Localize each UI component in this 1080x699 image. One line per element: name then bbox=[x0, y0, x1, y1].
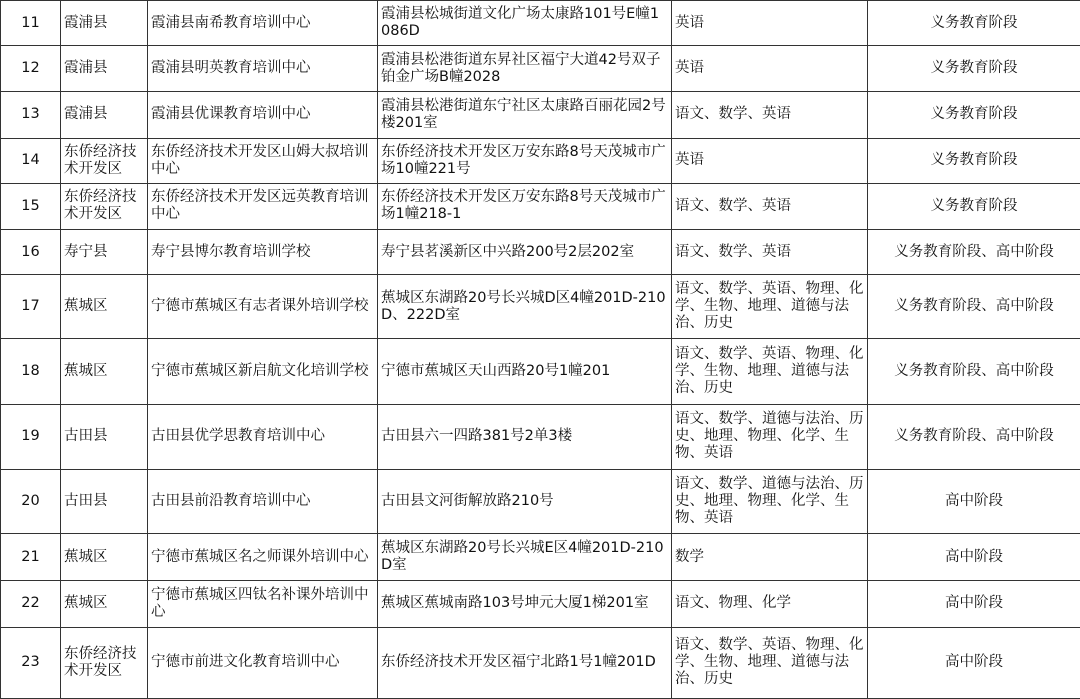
stage-cell: 高中阶段 bbox=[868, 534, 1080, 581]
row-number: 21 bbox=[1, 534, 61, 581]
row-number: 20 bbox=[1, 469, 61, 533]
row-number: 11 bbox=[1, 1, 61, 46]
county-cell: 古田县 bbox=[61, 404, 148, 469]
stage-cell: 义务教育阶段 bbox=[868, 138, 1080, 183]
table-row bbox=[1, 404, 1080, 469]
stage-cell: 义务教育阶段、高中阶段 bbox=[868, 275, 1080, 339]
institution-name-cell: 东侨经济技术开发区远英教育培训中心 bbox=[148, 183, 378, 229]
row-number: 15 bbox=[1, 183, 61, 229]
stage-cell: 义务教育阶段、高中阶段 bbox=[868, 404, 1080, 469]
county-cell: 蕉城区 bbox=[61, 339, 148, 404]
address-cell: 蕉城区东湖路20号长兴城D区4幢201D-210D、222D室 bbox=[378, 275, 672, 339]
row-number: 19 bbox=[1, 404, 61, 469]
subjects-cell: 语文、数学、道德与法治、历史、地理、物理、化学、生物、英语 bbox=[672, 404, 868, 469]
institution-name-cell: 宁德市蕉城区四钛名补课外培训中心 bbox=[148, 581, 378, 627]
institution-name-cell: 宁德市蕉城区名之师课外培训中心 bbox=[148, 534, 378, 581]
county-cell: 东侨经济技术开发区 bbox=[61, 183, 148, 229]
table-row bbox=[1, 229, 1080, 274]
institution-name-cell: 霞浦县明英教育培训中心 bbox=[148, 46, 378, 92]
stage-cell: 高中阶段 bbox=[868, 469, 1080, 533]
county-cell: 东侨经济技术开发区 bbox=[61, 138, 148, 183]
institution-name-cell: 宁德市前进文化教育培训中心 bbox=[148, 627, 378, 698]
row-number: 22 bbox=[1, 581, 61, 627]
stage-cell: 高中阶段 bbox=[868, 627, 1080, 698]
table-row bbox=[1, 92, 1080, 138]
address-cell: 霞浦县松城街道文化广场太康路101号E幢1086D bbox=[378, 1, 672, 46]
stage-cell: 义务教育阶段 bbox=[868, 183, 1080, 229]
subjects-cell: 英语 bbox=[672, 46, 868, 92]
table-row bbox=[1, 627, 1080, 698]
address-cell: 东侨经济技术开发区福宁北路1号1幢201D bbox=[378, 627, 672, 698]
stage-cell: 义务教育阶段 bbox=[868, 1, 1080, 46]
subjects-cell: 语文、数学、道德与法治、历史、地理、物理、化学、生物、英语 bbox=[672, 469, 868, 533]
county-cell: 蕉城区 bbox=[61, 581, 148, 627]
table-row bbox=[1, 46, 1080, 92]
institution-name-cell: 寿宁县博尔教育培训学校 bbox=[148, 229, 378, 274]
subjects-cell: 数学 bbox=[672, 534, 868, 581]
subjects-cell: 语文、数学、英语 bbox=[672, 229, 868, 274]
row-number: 23 bbox=[1, 627, 61, 698]
subjects-cell: 语文、物理、化学 bbox=[672, 581, 868, 627]
county-cell: 寿宁县 bbox=[61, 229, 148, 274]
county-cell: 古田县 bbox=[61, 469, 148, 533]
table-row bbox=[1, 183, 1080, 229]
table-row bbox=[1, 1, 1080, 46]
stage-cell: 义务教育阶段、高中阶段 bbox=[868, 339, 1080, 404]
table-row bbox=[1, 469, 1080, 533]
subjects-cell: 语文、数学、英语 bbox=[672, 183, 868, 229]
institution-name-cell: 霞浦县优课教育培训中心 bbox=[148, 92, 378, 138]
subjects-cell: 语文、数学、英语 bbox=[672, 92, 868, 138]
stage-cell: 义务教育阶段 bbox=[868, 46, 1080, 92]
row-number: 13 bbox=[1, 92, 61, 138]
subjects-cell: 语文、数学、英语、物理、化学、生物、地理、道德与法治、历史 bbox=[672, 627, 868, 698]
subjects-cell: 语文、数学、英语、物理、化学、生物、地理、道德与法治、历史 bbox=[672, 275, 868, 339]
subjects-cell: 英语 bbox=[672, 138, 868, 183]
institution-name-cell: 古田县前沿教育培训中心 bbox=[148, 469, 378, 533]
table-row bbox=[1, 581, 1080, 627]
address-cell: 古田县六一四路381号2单3楼 bbox=[378, 404, 672, 469]
address-cell: 东侨经济技术开发区万安东路8号天茂城市广场1幢218-1 bbox=[378, 183, 672, 229]
address-cell: 霞浦县松港街道东昇社区福宁大道42号双子铂金广场B幢2028 bbox=[378, 46, 672, 92]
county-cell: 霞浦县 bbox=[61, 1, 148, 46]
subjects-cell: 英语 bbox=[672, 1, 868, 46]
stage-cell: 高中阶段 bbox=[868, 581, 1080, 627]
table-row bbox=[1, 339, 1080, 404]
row-number: 18 bbox=[1, 339, 61, 404]
address-cell: 宁德市蕉城区天山西路20号1幢201 bbox=[378, 339, 672, 404]
table-row bbox=[1, 138, 1080, 183]
address-cell: 霞浦县松港街道东宁社区太康路百丽花园2号楼201室 bbox=[378, 92, 672, 138]
table-row bbox=[1, 275, 1080, 339]
county-cell: 蕉城区 bbox=[61, 275, 148, 339]
row-number: 12 bbox=[1, 46, 61, 92]
subjects-cell: 语文、数学、英语、物理、化学、生物、地理、道德与法治、历史 bbox=[672, 339, 868, 404]
stage-cell: 义务教育阶段、高中阶段 bbox=[868, 229, 1080, 274]
address-cell: 蕉城区蕉城南路103号坤元大厦1梯201室 bbox=[378, 581, 672, 627]
row-number: 14 bbox=[1, 138, 61, 183]
institution-name-cell: 宁德市蕉城区有志者课外培训学校 bbox=[148, 275, 378, 339]
row-number: 17 bbox=[1, 275, 61, 339]
county-cell: 东侨经济技术开发区 bbox=[61, 627, 148, 698]
county-cell: 蕉城区 bbox=[61, 534, 148, 581]
institution-name-cell: 霞浦县南希教育培训中心 bbox=[148, 1, 378, 46]
address-cell: 寿宁县茗溪新区中兴路200号2层202室 bbox=[378, 229, 672, 274]
table-body bbox=[1, 1, 1080, 699]
table-row bbox=[1, 534, 1080, 581]
institution-name-cell: 古田县优学思教育培训中心 bbox=[148, 404, 378, 469]
institution-name-cell: 东侨经济技术开发区山姆大叔培训中心 bbox=[148, 138, 378, 183]
stage-cell: 义务教育阶段 bbox=[868, 92, 1080, 138]
address-cell: 蕉城区东湖路20号长兴城E区4幢201D-210D室 bbox=[378, 534, 672, 581]
county-cell: 霞浦县 bbox=[61, 92, 148, 138]
county-cell: 霞浦县 bbox=[61, 46, 148, 92]
row-number: 16 bbox=[1, 229, 61, 274]
address-cell: 古田县文河街解放路210号 bbox=[378, 469, 672, 533]
address-cell: 东侨经济技术开发区万安东路8号天茂城市广场10幢221号 bbox=[378, 138, 672, 183]
institution-name-cell: 宁德市蕉城区新启航文化培训学校 bbox=[148, 339, 378, 404]
